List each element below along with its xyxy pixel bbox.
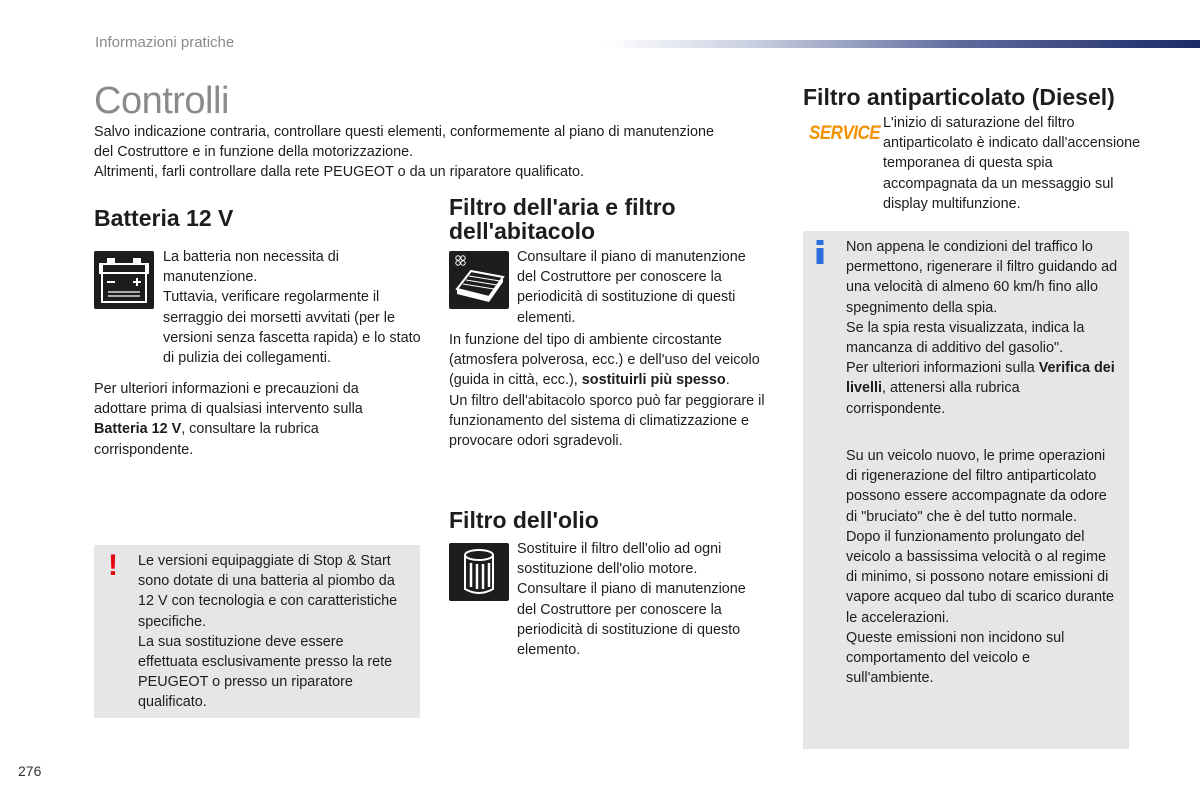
exclamation-icon: ! [108, 549, 118, 582]
battery-more-pre: Per ulteriori informazioni e precauzioni da adottare prima di qualsiasi intervento sulla [94, 381, 363, 418]
oil-filter-text: Sostituire il filtro dell'olio ad ogni sostituzione dell'olio motore. Consultare il piano di manutenzione del Costruttore per conoscere la periodicità di sostituzione di questo elemento. [517, 541, 746, 659]
air-filter-title: Filtro dell'aria e filtro dell'abitacolo [449, 194, 676, 244]
battery-title: Batteria 12 V [94, 205, 234, 231]
header-bar [605, 40, 1200, 48]
battery-icon [94, 251, 154, 309]
intro-line-3: Altrimenti, farli controllare dalla rete PEUGEOT o da un riparatore qualificato. [94, 164, 585, 181]
dpf-info-post: , attenersi alla rubrica corrispondente. [846, 380, 1020, 417]
section-header: Informazioni pratiche [95, 34, 235, 51]
air-filter-body-pre: In funzione del tipo di ambiente circostante (atmosfera polverosa, ecc.) e dell'uso del veicolo (guida in città, ecc.), [449, 332, 760, 389]
intro-line-1: Salvo indicazione contraria, controllare questi elementi, conformemente al piano di manutenzione [94, 124, 714, 140]
air-filter-icon [449, 251, 509, 309]
air-filter-body [449, 330, 769, 451]
battery-more-info [94, 379, 384, 460]
dpf-title: Filtro antiparticolato (Diesel) [803, 84, 1115, 110]
dpf-text: L'inizio di saturazione del filtro antiparticolato è indicato dall'accensione temporanea di questa spia accompagnata da un messaggio sul display multifunzione. [883, 115, 1141, 212]
battery-more-post: , consultare la rubrica corrispondente. [94, 421, 319, 458]
battery-warning-text: Le versioni equipaggiate di Stop & Start sono dotate di una batteria al piombo da 12 V con tecnologia e con caratteristiche specifiche. La sua sostituzione deve essere effettuata esclusivamente presso la rete PEUGEOT o presso un riparatore qualificato. [138, 553, 398, 711]
dpf-info-text [846, 237, 1122, 419]
battery-link-text: Batteria 12 V [94, 421, 182, 438]
oil-filter-icon [449, 543, 509, 601]
dpf-info-link: Verifica dei livelli [846, 360, 1115, 397]
page-number: 276 [18, 763, 42, 779]
oil-filter-title: Filtro dell'olio [449, 507, 599, 533]
air-filter-emphasis: sostituirli più spesso [581, 372, 726, 389]
air-filter-body-post: . Un filtro dell'abitacolo sporco può far peggiorare il funzionamento del sistema di climatizzazione e provocare odori sgradevoli. [449, 372, 765, 450]
service-warning-icon: SERVICE [809, 121, 881, 144]
intro-line-2: del Costruttore e in funzione della motorizzazione. [94, 144, 414, 161]
intro-text [94, 122, 774, 183]
dpf-info-pre: Non appena le condizioni del traffico lo permettono, rigenerare il filtro guidando ad una velocità di almeno 60 km/h fino allo spegnimento della spia. Se la spia resta visualizzata, indica la mancanza di additivo del gasolio". Per ulteriori informazioni sulla [846, 239, 1118, 377]
info-icon [816, 240, 824, 264]
battery-text: La batteria non necessita di manutenzione. Tuttavia, verificare regolarmente il serraggio dei morsetti avvitati (per le versioni senza fascetta rapida) e lo stato di pulizia dei collegamenti. [163, 249, 421, 367]
dpf-info2-text: Su un veicolo nuovo, le prime operazioni di rigenerazione del filtro antiparticolato possono essere accompagnate da odore di "bruciato" che è del tutto normale. Dopo il funzionamento prolungato del veicolo a bassissima velocità o al regime di minimo, si possono notare emissioni di vapore acqueo dal tubo di scarico durante le accelerazioni. Queste emissioni non incidono sul comportamento del veicolo e sull'ambiente. [846, 448, 1115, 687]
page-title: Controlli [94, 80, 229, 122]
air-filter-text: Consultare il piano di manutenzione del Costruttore per conoscere la periodicità di sostituzione di questi elementi. [517, 249, 746, 326]
